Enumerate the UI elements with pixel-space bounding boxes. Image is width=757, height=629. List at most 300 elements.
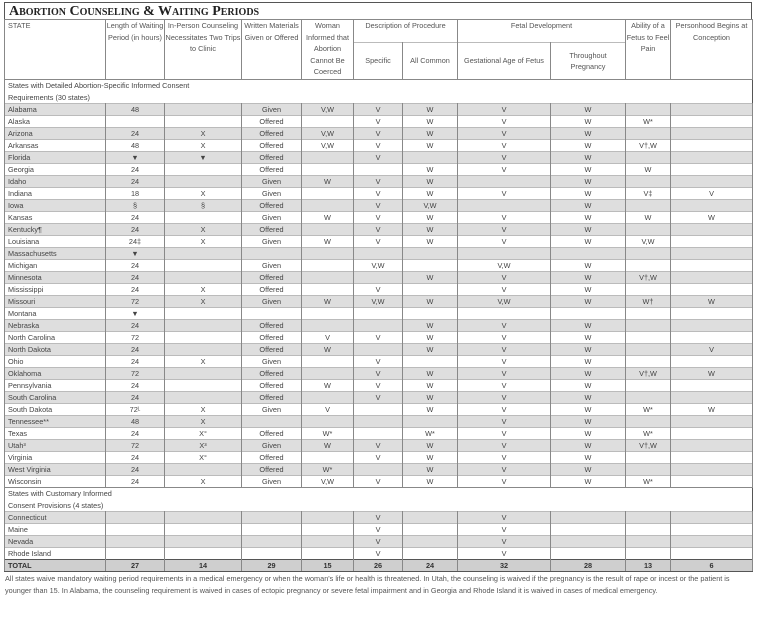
cell-gestational: V xyxy=(458,428,551,440)
cell-specific: V xyxy=(354,152,403,164)
cell-personhood xyxy=(671,224,753,236)
cell-pain: V†,W xyxy=(626,368,671,380)
cell-specific: V xyxy=(354,128,403,140)
cell-all-common: W xyxy=(403,320,458,332)
cell-pain xyxy=(626,248,671,260)
cell-specific: V xyxy=(354,140,403,152)
table-row xyxy=(5,188,753,200)
cell-all-common: W xyxy=(403,344,458,356)
cell-specific: V xyxy=(354,356,403,368)
cell-specific: V xyxy=(354,524,403,536)
cell-all-common xyxy=(403,416,458,428)
cell-gestational: V xyxy=(458,464,551,476)
cell-pain xyxy=(626,416,671,428)
cell-written: Offered xyxy=(242,344,302,356)
table-row xyxy=(5,200,753,212)
cell-specific xyxy=(354,416,403,428)
table-row xyxy=(5,260,753,272)
cell-throughout: W xyxy=(551,464,626,476)
cell-waiting: 24 xyxy=(106,224,165,236)
cell-state: Ohio xyxy=(5,356,106,368)
cell-personhood xyxy=(671,440,753,452)
cell-state: Arkansas xyxy=(5,140,106,152)
cell-specific xyxy=(354,164,403,176)
table-title: Abortion Counseling & Waiting Periods xyxy=(4,2,752,19)
cell-in-person: X xyxy=(165,356,242,368)
cell-personhood xyxy=(671,152,753,164)
cell-specific: V xyxy=(354,188,403,200)
cell-all-common xyxy=(403,356,458,368)
cell-state: Arizona xyxy=(5,128,106,140)
cell-cannot-coerce xyxy=(302,248,354,260)
cell-written: Given xyxy=(242,356,302,368)
cell-in-person xyxy=(165,104,242,116)
table-row xyxy=(5,380,753,392)
cell-state: Indiana xyxy=(5,188,106,200)
cell-in-person: X xyxy=(165,128,242,140)
cell-throughout: W xyxy=(551,164,626,176)
cell-all-common: W xyxy=(403,476,458,488)
table-row xyxy=(5,248,753,260)
cell-specific: V xyxy=(354,392,403,404)
cell-in-person xyxy=(165,212,242,224)
cell-all-common: W xyxy=(403,392,458,404)
cell-pain xyxy=(626,392,671,404)
table-row xyxy=(5,332,753,344)
cell-state: Pennsylvania xyxy=(5,380,106,392)
cell-state: Michigan xyxy=(5,260,106,272)
cell-throughout: W xyxy=(551,116,626,128)
cell-all-common xyxy=(403,536,458,548)
cell-in-person: X° xyxy=(165,428,242,440)
cell-written: Given xyxy=(242,296,302,308)
cell-waiting: 24 xyxy=(106,476,165,488)
table-row xyxy=(5,140,753,152)
cell-pain xyxy=(626,452,671,464)
cell-cannot-coerce xyxy=(302,368,354,380)
cell-state: Connecticut xyxy=(5,512,106,524)
cell-gestational: V xyxy=(458,440,551,452)
cell-written xyxy=(242,308,302,320)
cell-in-person: § xyxy=(165,200,242,212)
total-row xyxy=(5,560,753,572)
cell-all-common: W xyxy=(403,452,458,464)
cell-gestational: V xyxy=(458,368,551,380)
cell-in-person xyxy=(165,272,242,284)
header-written: Written Materials Given or Offered xyxy=(242,20,302,80)
cell-personhood: W xyxy=(671,404,753,416)
cell-gestational: V xyxy=(458,152,551,164)
cell-gestational: V xyxy=(458,524,551,536)
cell-specific: V xyxy=(354,176,403,188)
cell-all-common: V,W xyxy=(403,200,458,212)
footnote: All states waive mandatory waiting period requirements in a medical emergency or when the woman's life or health is threatened. In Utah, the counseling is waived if the pregnancy is the result of rape or incest or the patient is younger than 15. In Alabama, the counseling requirement is waived in cases of ectopic pregnancy or severe fetal impairment and in Georgia and Rhode Island it is waived in cases of medical emergency. xyxy=(5,574,730,595)
total-state: TOTAL xyxy=(5,560,106,572)
cell-state: West Virginia xyxy=(5,464,106,476)
cell-throughout: W xyxy=(551,392,626,404)
cell-in-person xyxy=(165,380,242,392)
header-personhood: Personhood Begins at Conception xyxy=(671,20,753,80)
cell-pain xyxy=(626,380,671,392)
cell-specific xyxy=(354,428,403,440)
cell-waiting: 24 xyxy=(106,320,165,332)
cell-waiting: 72 xyxy=(106,440,165,452)
cell-in-person xyxy=(165,308,242,320)
cell-gestational: V xyxy=(458,188,551,200)
cell-throughout xyxy=(551,308,626,320)
table-row xyxy=(5,296,753,308)
table-row xyxy=(5,284,753,296)
cell-cannot-coerce xyxy=(302,200,354,212)
cell-in-person xyxy=(165,116,242,128)
cell-throughout xyxy=(551,548,626,560)
cell-state: Kentucky¶ xyxy=(5,224,106,236)
cell-pain xyxy=(626,536,671,548)
cell-throughout: W xyxy=(551,296,626,308)
cell-gestational: V xyxy=(458,344,551,356)
cell-all-common: W xyxy=(403,440,458,452)
cell-personhood xyxy=(671,476,753,488)
cell-gestational: V xyxy=(458,416,551,428)
table-row xyxy=(5,320,753,332)
cell-cannot-coerce xyxy=(302,188,354,200)
cell-in-person: X xyxy=(165,224,242,236)
cell-all-common: W xyxy=(403,368,458,380)
total-all-common: 24 xyxy=(403,560,458,572)
cell-state: Idaho xyxy=(5,176,106,188)
cell-specific: V xyxy=(354,476,403,488)
cell-all-common: W xyxy=(403,272,458,284)
cell-pain xyxy=(626,176,671,188)
cell-in-person: X xyxy=(165,296,242,308)
cell-personhood: W xyxy=(671,368,753,380)
cell-in-person: X xyxy=(165,476,242,488)
cell-gestational: V xyxy=(458,236,551,248)
cell-personhood xyxy=(671,332,753,344)
cell-in-person: X xyxy=(165,416,242,428)
table-row xyxy=(5,212,753,224)
cell-state: Wisconsin xyxy=(5,476,106,488)
cell-state: Mississippi xyxy=(5,284,106,296)
cell-waiting xyxy=(106,116,165,128)
cell-state: Utah³ xyxy=(5,440,106,452)
cell-personhood xyxy=(671,128,753,140)
cell-throughout: W xyxy=(551,104,626,116)
cell-personhood xyxy=(671,428,753,440)
cell-throughout xyxy=(551,536,626,548)
cell-in-person xyxy=(165,512,242,524)
cell-pain xyxy=(626,548,671,560)
cell-specific: V xyxy=(354,380,403,392)
cell-gestational: V xyxy=(458,116,551,128)
cell-gestational: V xyxy=(458,212,551,224)
table-row xyxy=(5,344,753,356)
total-gestational: 32 xyxy=(458,560,551,572)
cell-cannot-coerce xyxy=(302,152,354,164)
table-row xyxy=(5,176,753,188)
cell-in-person xyxy=(165,536,242,548)
cell-throughout: W xyxy=(551,476,626,488)
cell-state: Missouri xyxy=(5,296,106,308)
total-throughout: 28 xyxy=(551,560,626,572)
cell-cannot-coerce xyxy=(302,308,354,320)
cell-pain xyxy=(626,464,671,476)
cell-pain: W* xyxy=(626,476,671,488)
cell-cannot-coerce: V,W xyxy=(302,140,354,152)
cell-in-person xyxy=(165,524,242,536)
cell-in-person xyxy=(165,332,242,344)
cell-throughout xyxy=(551,248,626,260)
cell-written: Offered xyxy=(242,320,302,332)
cell-specific xyxy=(354,308,403,320)
cell-state: Oklahoma xyxy=(5,368,106,380)
cell-in-person xyxy=(165,392,242,404)
cell-pain xyxy=(626,356,671,368)
cell-throughout: W xyxy=(551,380,626,392)
cell-cannot-coerce: V,W xyxy=(302,476,354,488)
section-customary: States with Customary Informed Consent Provisions (4 states) xyxy=(5,488,753,512)
cell-gestational: V xyxy=(458,320,551,332)
cell-state: Virginia xyxy=(5,452,106,464)
cell-all-common: W xyxy=(403,116,458,128)
cell-all-common: W xyxy=(403,164,458,176)
table-row xyxy=(5,512,753,524)
consent-table xyxy=(4,19,753,572)
cell-all-common: W xyxy=(403,332,458,344)
cell-all-common: W xyxy=(403,176,458,188)
cell-waiting: 18 xyxy=(106,188,165,200)
cell-written: Offered xyxy=(242,380,302,392)
total-waiting: 27 xyxy=(106,560,165,572)
cell-pain: V†,W xyxy=(626,272,671,284)
cell-specific: V xyxy=(354,452,403,464)
cell-written: Offered xyxy=(242,140,302,152)
cell-gestational: V xyxy=(458,512,551,524)
cell-gestational: V,W xyxy=(458,296,551,308)
cell-throughout: W xyxy=(551,428,626,440)
cell-waiting: 24 xyxy=(106,284,165,296)
cell-cannot-coerce xyxy=(302,260,354,272)
cell-pain xyxy=(626,320,671,332)
cell-personhood xyxy=(671,524,753,536)
header-all-common: All Common xyxy=(403,43,458,80)
cell-all-common: W* xyxy=(403,428,458,440)
cell-gestational xyxy=(458,248,551,260)
cell-specific: V xyxy=(354,548,403,560)
cell-waiting: 24 xyxy=(106,212,165,224)
cell-waiting: 24 xyxy=(106,356,165,368)
cell-pain: V†,W xyxy=(626,440,671,452)
table-row xyxy=(5,152,753,164)
cell-gestational: V xyxy=(458,548,551,560)
cell-written: Given xyxy=(242,476,302,488)
table-row xyxy=(5,368,753,380)
cell-gestational: V xyxy=(458,380,551,392)
cell-cannot-coerce: W xyxy=(302,440,354,452)
cell-all-common xyxy=(403,512,458,524)
cell-written: Offered xyxy=(242,284,302,296)
cell-all-common: W xyxy=(403,296,458,308)
cell-specific: V xyxy=(354,224,403,236)
cell-personhood xyxy=(671,512,753,524)
cell-all-common: W xyxy=(403,140,458,152)
header-pain: Ability of a Fetus to Feel Pain xyxy=(626,20,671,80)
cell-waiting: ▼ xyxy=(106,152,165,164)
cell-personhood xyxy=(671,356,753,368)
cell-waiting: 72 xyxy=(106,332,165,344)
cell-cannot-coerce xyxy=(302,416,354,428)
cell-personhood xyxy=(671,308,753,320)
cell-cannot-coerce xyxy=(302,356,354,368)
cell-gestational: V,W xyxy=(458,260,551,272)
cell-waiting: 72ᴸ xyxy=(106,404,165,416)
cell-cannot-coerce: W xyxy=(302,236,354,248)
header-fetal: Fetal Development xyxy=(458,20,626,43)
cell-waiting: 24 xyxy=(106,128,165,140)
cell-cannot-coerce xyxy=(302,524,354,536)
header-state: STATE xyxy=(5,20,106,80)
cell-cannot-coerce xyxy=(302,164,354,176)
cell-waiting xyxy=(106,512,165,524)
cell-in-person: X xyxy=(165,140,242,152)
cell-all-common xyxy=(403,308,458,320)
cell-personhood xyxy=(671,260,753,272)
cell-waiting: § xyxy=(106,200,165,212)
cell-in-person xyxy=(165,368,242,380)
cell-written: Given xyxy=(242,236,302,248)
table-row xyxy=(5,428,753,440)
document-page xyxy=(4,2,752,596)
cell-personhood: V xyxy=(671,188,753,200)
cell-gestational: V xyxy=(458,404,551,416)
cell-in-person: X xyxy=(165,404,242,416)
table-row xyxy=(5,104,753,116)
cell-personhood xyxy=(671,116,753,128)
cell-throughout: W xyxy=(551,356,626,368)
cell-in-person xyxy=(165,164,242,176)
table-row xyxy=(5,524,753,536)
cell-written: Offered xyxy=(242,464,302,476)
cell-state: Massachusetts xyxy=(5,248,106,260)
table-row xyxy=(5,272,753,284)
cell-personhood: W xyxy=(671,212,753,224)
cell-gestational: V xyxy=(458,272,551,284)
cell-written xyxy=(242,524,302,536)
cell-in-person: ▼ xyxy=(165,152,242,164)
table-row xyxy=(5,392,753,404)
cell-state: Montana xyxy=(5,308,106,320)
cell-gestational: V xyxy=(458,536,551,548)
table-row xyxy=(5,476,753,488)
cell-state: Nevada xyxy=(5,536,106,548)
cell-pain: V‡ xyxy=(626,188,671,200)
cell-personhood xyxy=(671,536,753,548)
cell-cannot-coerce: V,W xyxy=(302,104,354,116)
cell-gestational: V xyxy=(458,104,551,116)
cell-all-common xyxy=(403,260,458,272)
cell-state: North Dakota xyxy=(5,344,106,356)
cell-cannot-coerce: V xyxy=(302,404,354,416)
cell-pain xyxy=(626,152,671,164)
table-row xyxy=(5,440,753,452)
cell-pain xyxy=(626,224,671,236)
cell-waiting xyxy=(106,524,165,536)
cell-gestational: V xyxy=(458,452,551,464)
cell-specific: V xyxy=(354,200,403,212)
header-waiting: Length of Waiting Period (in hours) xyxy=(106,20,165,80)
cell-throughout: W xyxy=(551,212,626,224)
cell-throughout: W xyxy=(551,284,626,296)
cell-in-person xyxy=(165,344,242,356)
cell-in-person xyxy=(165,320,242,332)
cell-waiting: 24 xyxy=(106,344,165,356)
cell-written: Given xyxy=(242,212,302,224)
cell-all-common: W xyxy=(403,380,458,392)
cell-cannot-coerce: V,W xyxy=(302,128,354,140)
cell-state: South Carolina xyxy=(5,392,106,404)
cell-waiting: 24‡ xyxy=(106,236,165,248)
cell-in-person xyxy=(165,176,242,188)
cell-throughout: W xyxy=(551,260,626,272)
cell-state: Iowa xyxy=(5,200,106,212)
cell-waiting: 24 xyxy=(106,452,165,464)
cell-written: Offered xyxy=(242,224,302,236)
cell-gestational: V xyxy=(458,140,551,152)
cell-state: North Carolina xyxy=(5,332,106,344)
cell-waiting: 24 xyxy=(106,392,165,404)
cell-gestational xyxy=(458,176,551,188)
cell-specific: V xyxy=(354,116,403,128)
cell-throughout: W xyxy=(551,188,626,200)
cell-all-common xyxy=(403,284,458,296)
cell-specific xyxy=(354,248,403,260)
cell-pain: W xyxy=(626,212,671,224)
cell-specific: V xyxy=(354,284,403,296)
cell-gestational: V xyxy=(458,356,551,368)
total-pain: 13 xyxy=(626,560,671,572)
cell-throughout: W xyxy=(551,416,626,428)
cell-specific: V xyxy=(354,212,403,224)
cell-personhood xyxy=(671,464,753,476)
cell-personhood xyxy=(671,272,753,284)
cell-written: Offered xyxy=(242,164,302,176)
cell-throughout: W xyxy=(551,320,626,332)
total-cannot-coerce: 15 xyxy=(302,560,354,572)
cell-in-person: X³ xyxy=(165,440,242,452)
cell-personhood: V xyxy=(671,344,753,356)
cell-personhood xyxy=(671,176,753,188)
cell-state: Minnesota xyxy=(5,272,106,284)
header-specific: Specific xyxy=(354,43,403,80)
cell-specific xyxy=(354,404,403,416)
cell-cannot-coerce: W xyxy=(302,296,354,308)
cell-pain xyxy=(626,200,671,212)
cell-waiting: 24 xyxy=(106,176,165,188)
cell-throughout: W xyxy=(551,344,626,356)
cell-pain xyxy=(626,512,671,524)
cell-state: Louisiana xyxy=(5,236,106,248)
cell-written: Offered xyxy=(242,428,302,440)
cell-waiting: ▼ xyxy=(106,248,165,260)
cell-pain xyxy=(626,284,671,296)
cell-specific: V xyxy=(354,104,403,116)
cell-state: Nebraska xyxy=(5,320,106,332)
cell-throughout: W xyxy=(551,128,626,140)
cell-waiting: 24 xyxy=(106,260,165,272)
cell-specific: V,W xyxy=(354,260,403,272)
cell-waiting: 48 xyxy=(106,416,165,428)
cell-state: Alabama xyxy=(5,104,106,116)
